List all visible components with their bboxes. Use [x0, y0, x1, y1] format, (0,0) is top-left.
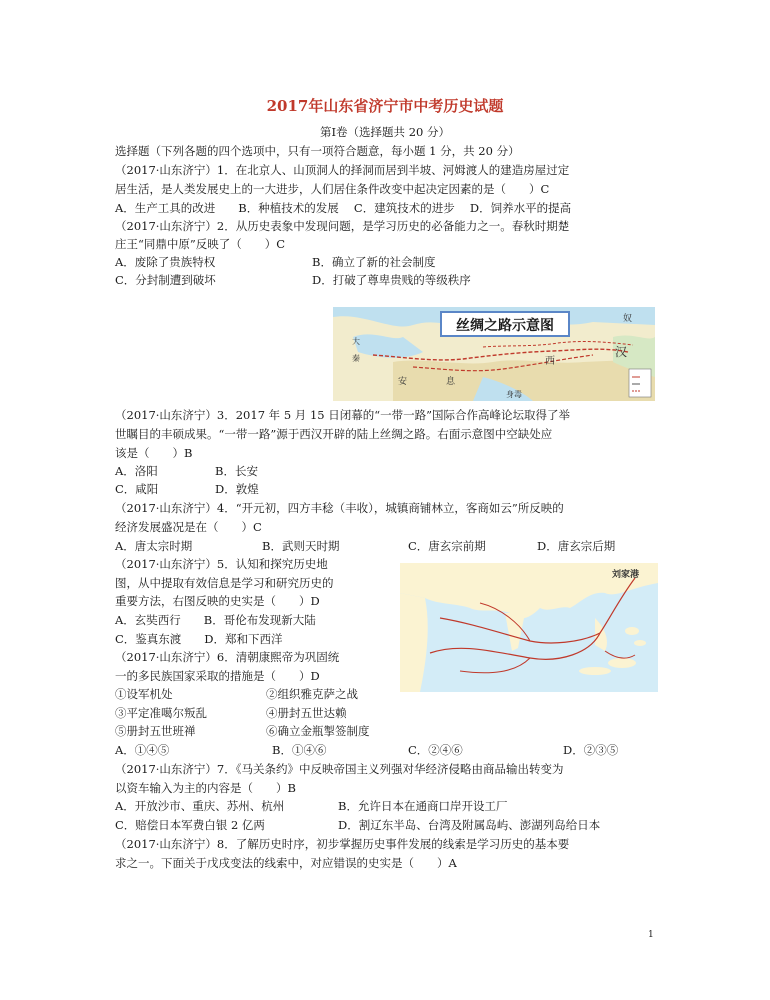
instructions: 选择题（下列各题的四个选项中，只有一项符合题意，每小题 1 分，共 20 分） — [115, 144, 520, 158]
question-1-line-1: （2017·山东济宁）1．在北京人、山顶洞人的择洞而居到半坡、河姆渡人的建造房屋过定 — [115, 163, 570, 177]
question-7-option-d: D．割辽东半岛、台湾及附属岛屿、澎湖列岛给日本 — [338, 818, 601, 832]
question-3-option-b: B．长安 — [215, 464, 258, 478]
question-1-options: A．生产工具的改进 B．种植技术的发展 C．建筑技术的进步 D．饲养水平的提高 — [115, 201, 572, 215]
question-5-line-1: （2017·山东济宁）5．认知和探究历史地 — [115, 557, 328, 571]
question-7-option-a: A．开放沙市、重庆、苏州、杭州 — [115, 799, 285, 813]
question-3-option-d: D．敦煌 — [215, 482, 259, 496]
question-7-option-b: B．允许日本在通商口岸开设工厂 — [338, 799, 508, 813]
question-6-option-b: B．①④⑥ — [272, 743, 327, 757]
map-label-xiyu: 西 — [545, 356, 555, 367]
map-label-da: 大 — [352, 337, 360, 346]
question-2-option-c: C．分封制遭到破坏 — [115, 273, 216, 287]
question-3-line-2: 世瞩目的丰硕成果。“一带一路”源于西汉开辟的陆上丝绸之路。右面示意图中空缺处应 — [115, 427, 553, 441]
question-7-line-1: （2017·山东济宁）7．《马关条约》中反映帝国主义列强对华经济侵略由商品输出转变为 — [115, 762, 564, 776]
silk-road-map-title: 丝绸之路示意图 — [440, 311, 570, 337]
question-5-line-2: 图，从中提取有效信息是学习和研究历史的 — [115, 576, 334, 590]
question-6-option-c: C．②④⑥ — [408, 743, 463, 757]
question-2-option-a: A．废除了贵族特权 — [115, 255, 216, 269]
map-label-qin: 秦 — [352, 354, 360, 363]
map-label-nu: 奴 — [623, 314, 633, 324]
question-5-line-3: 重要方法，右图反映的史实是（ ）D — [115, 594, 320, 608]
map-label-han: 汉 — [615, 345, 628, 359]
question-8-line-2: 求之一。下面关于戊戌变法的线索中，对应错误的史实是（ ）A — [115, 856, 457, 870]
zheng-he-voyage-map — [400, 563, 658, 692]
question-6-line-2: 一的多民族国家采取的措施是（ ）D — [115, 669, 320, 683]
question-5-options-cd: C．鉴真东渡 D．郑和下西洋 — [115, 632, 283, 646]
question-2-line-2: 庄王“同鼎中原”反映了（ ）C — [115, 237, 286, 251]
map-label-shendu: 身毒 — [506, 390, 522, 399]
question-2-option-d: D．打破了尊卑贵贱的等级秩序 — [312, 273, 471, 287]
question-3-line-1: （2017·山东济宁）3．2017 年 5 月 15 日闭幕的“一带一路”国际合作高峰论坛取得了举 — [115, 408, 570, 422]
question-6-item-4: ④册封五世达赖 — [266, 706, 347, 720]
question-6-line-1: （2017·山东济宁）6．清朝康熙帝为巩固统 — [115, 650, 340, 664]
question-6-option-d: D．②③⑤ — [563, 743, 619, 757]
map-label-xi: 息 — [446, 377, 456, 387]
question-7-option-c: C．赔偿日本军费白银 2 亿两 — [115, 818, 265, 832]
question-4-option-b: B．武则天时期 — [262, 539, 340, 553]
question-3-option-a: A．洛阳 — [115, 464, 158, 478]
question-1-line-2: 居生活，是人类发展史上的一大进步，人们居住条件改变中起决定因素的是（ ）C — [115, 182, 550, 196]
question-7-line-2: 以资车输入为主的内容是（ ）B — [115, 781, 296, 795]
section-subtitle: 第Ⅰ卷（选择题共 20 分） — [320, 125, 450, 139]
question-2-option-b: B．确立了新的社会制度 — [312, 255, 436, 269]
question-5-options-ab: A．玄奘西行 B．哥伦布发现新大陆 — [115, 613, 316, 627]
question-4-line-1: （2017·山东济宁）4．“开元初，四方丰稔（丰收），城镇商铺林立，客商如云”所反映的 — [115, 501, 564, 515]
question-6-item-2: ②组织雅克萨之战 — [266, 687, 358, 701]
question-3-line-3: 该是（ ）B — [115, 446, 193, 460]
question-6-item-5: ⑤册封五世班禅 — [115, 724, 196, 738]
page-title: 2017年山东省济宁市中考历史试题 — [266, 97, 504, 115]
question-2-line-1: （2017·山东济宁）2．从历史表象中发现问题，是学习历史的必备能力之一。春秋时期楚 — [115, 219, 570, 233]
page-number: 1 — [648, 930, 654, 940]
question-6-item-3: ③平定准噶尔叛乱 — [115, 706, 207, 720]
map-label-an: 安 — [398, 377, 408, 387]
question-3-option-c: C．咸阳 — [115, 482, 159, 496]
question-6-option-a: A．①④⑤ — [115, 743, 170, 757]
question-4-option-d: D．唐玄宗后期 — [537, 539, 616, 553]
question-6-item-6: ⑥确立金瓶掣签制度 — [266, 724, 370, 738]
question-8-line-1: （2017·山东济宁）8．了解历史时序，初步掌握历史事件发展的线索是学习历史的基本要 — [115, 837, 570, 851]
zheng-he-map-label: 刘家港 — [612, 570, 640, 580]
question-4-line-2: 经济发展盛况是在（ ）C — [115, 520, 262, 534]
question-4-option-a: A．唐太宗时期 — [115, 539, 193, 553]
question-6-item-1: ①设军机处 — [115, 687, 173, 701]
question-4-option-c: C．唐玄宗前期 — [408, 539, 486, 553]
